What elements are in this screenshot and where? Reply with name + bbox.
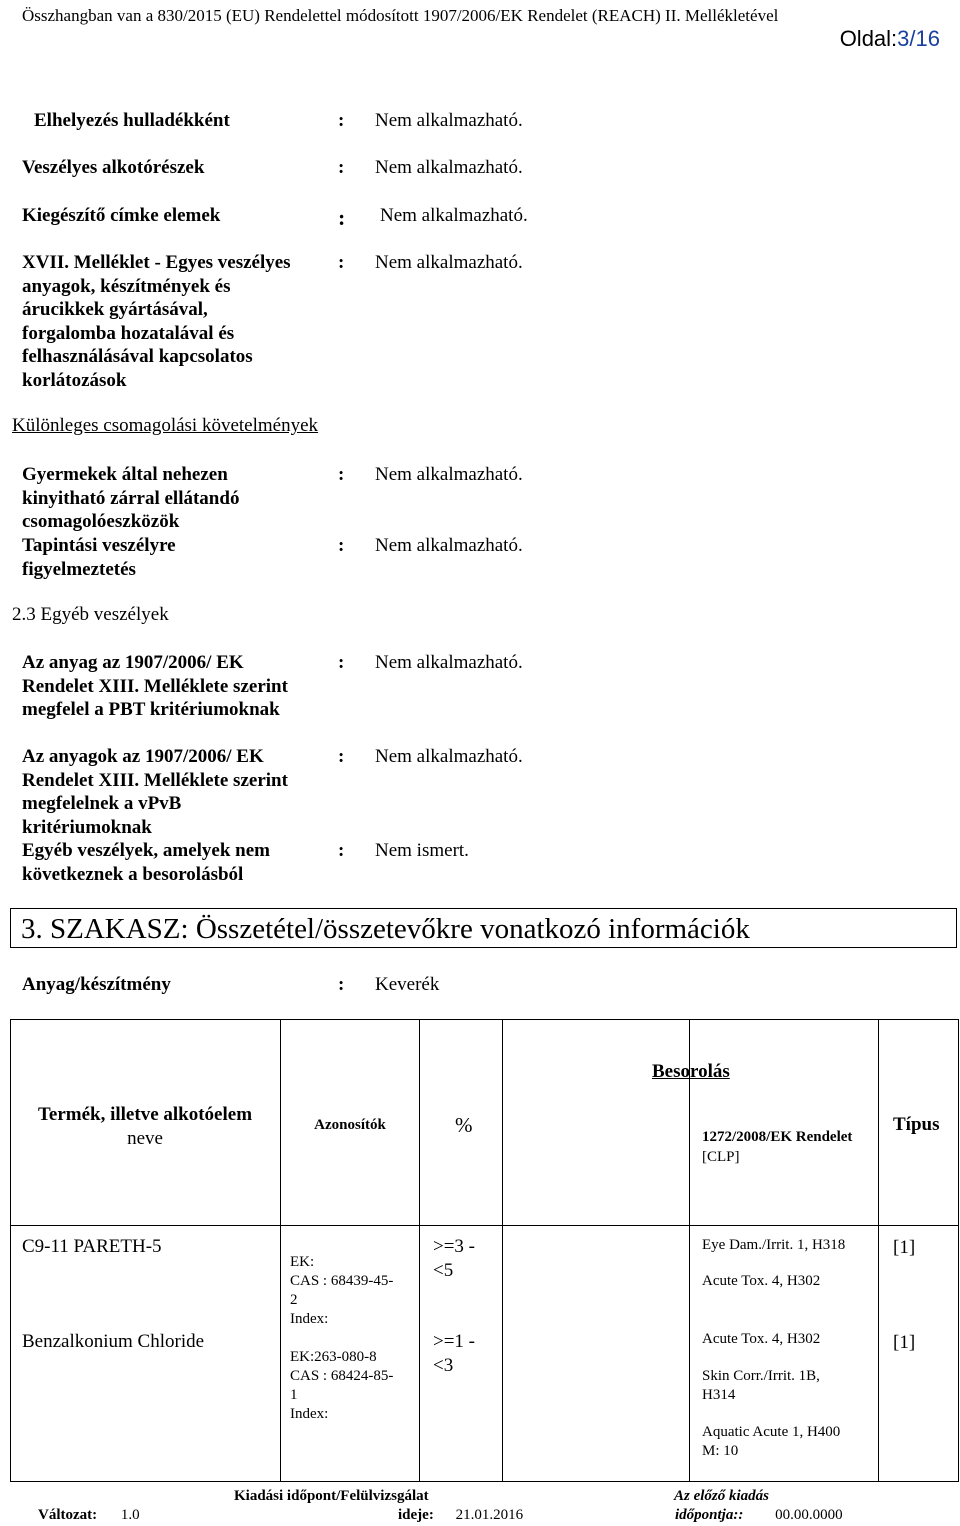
row-1-name: C9-11 PARETH-5 bbox=[22, 1236, 162, 1257]
row-2-classification bbox=[702, 1330, 840, 1461]
colon: : bbox=[338, 157, 345, 178]
vpvb-value: Nem alkalmazható. bbox=[375, 746, 523, 767]
row-1-classification bbox=[702, 1236, 845, 1291]
label-line: figyelmeztetés bbox=[22, 558, 136, 580]
header-line: 1272/2008/EK Rendelet bbox=[702, 1129, 853, 1145]
header-classification: Besorolás bbox=[652, 1061, 730, 1082]
tactile-warning-value: Nem alkalmazható. bbox=[375, 535, 523, 556]
packaging-requirements-title: Különleges csomagolási követelmények bbox=[12, 415, 319, 436]
annex-xvii-label bbox=[22, 251, 291, 392]
footer-issue-label-line-1: Kiadási időpont/Felülvizsgálat bbox=[234, 1488, 429, 1504]
percent-line: >=3 - bbox=[433, 1236, 476, 1257]
class-line: Aquatic Acute 1, H400 bbox=[702, 1424, 841, 1440]
footer-prev-label-line-1: Az előző kiadás bbox=[674, 1488, 770, 1504]
vpvb-label bbox=[22, 745, 288, 839]
prev-value: 00.00.0000 bbox=[775, 1507, 843, 1523]
colon: : bbox=[338, 652, 345, 673]
label-line: kritériumoknak bbox=[22, 816, 152, 838]
label-line: felhasználásával kapcsolatos bbox=[22, 346, 253, 367]
label-line: Egyéb veszélyek, amelyek nem bbox=[22, 840, 271, 861]
id-line: 1 bbox=[290, 1387, 298, 1403]
table-divider bbox=[878, 1019, 879, 1482]
page-number-indicator bbox=[840, 26, 940, 52]
substance-mixture-value: Keverék bbox=[375, 974, 440, 995]
row-2-type: [1] bbox=[893, 1332, 916, 1353]
id-line: Index: bbox=[290, 1311, 329, 1327]
class-line: Acute Tox. 4, H302 bbox=[702, 1331, 821, 1347]
row-1-percent bbox=[433, 1235, 475, 1283]
label-line: következnek a besorolásból bbox=[22, 863, 244, 885]
colon: : bbox=[338, 110, 345, 131]
other-hazards-title: 2.3 Egyéb veszélyek bbox=[12, 604, 169, 625]
row-2-name: Benzalkonium Chloride bbox=[22, 1331, 205, 1352]
header-line: Termék, illetve alkotóelem bbox=[37, 1104, 253, 1125]
disposal-value: Nem alkalmazható. bbox=[375, 110, 523, 131]
label-line: árucikkek gyártásával, bbox=[22, 299, 208, 320]
header-type: Típus bbox=[893, 1114, 940, 1135]
footer-issue-date bbox=[398, 1507, 523, 1524]
percent-line: <3 bbox=[433, 1355, 454, 1376]
row-1-type: [1] bbox=[893, 1237, 916, 1258]
class-line: H314 bbox=[702, 1387, 736, 1403]
table-header-divider bbox=[10, 1225, 959, 1226]
id-line: EK:263-080-8 bbox=[290, 1349, 377, 1365]
label-line: Rendelet XIII. Melléklete szerint bbox=[22, 769, 288, 791]
label-line: Gyermekek által nehezen bbox=[22, 464, 228, 485]
document-header-title: Összhangban van a 830/2015 (EU) Rendelettel módosított 1907/2006/EK Rendelet (REACH) II. Mellékletével bbox=[22, 6, 779, 25]
substance-mixture-label: Anyag/készítmény bbox=[22, 974, 171, 995]
table-divider bbox=[280, 1019, 281, 1482]
disposal-label: Elhelyezés hulladékként bbox=[34, 110, 230, 131]
colon: : bbox=[338, 252, 345, 273]
id-line: CAS : 68424-85- bbox=[290, 1368, 394, 1384]
annex-xvii-value: Nem alkalmazható. bbox=[375, 252, 523, 273]
issue-label: ideje: bbox=[398, 1507, 434, 1523]
label-line: Az anyagok az 1907/2006/ EK bbox=[22, 746, 264, 767]
label-line: megfelel a PBT kritériumoknak bbox=[22, 699, 280, 720]
percent-line: >=1 - bbox=[433, 1331, 476, 1352]
id-line: CAS : 68439-45- bbox=[290, 1273, 394, 1289]
label-line: Tapintási veszélyre bbox=[22, 535, 176, 556]
child-resistant-closure-value: Nem alkalmazható. bbox=[375, 464, 523, 485]
tactile-warning-label bbox=[22, 534, 176, 581]
hazardous-components-label: Veszélyes alkotórészek bbox=[22, 157, 205, 178]
table-divider bbox=[502, 1019, 503, 1482]
section-3-title: 3. SZAKASZ: Összetétel/összetevőkre vonatkozó információk bbox=[10, 908, 957, 948]
prev-label: időpontja:: bbox=[675, 1507, 744, 1523]
header-line: [CLP] bbox=[702, 1149, 740, 1165]
child-resistant-closure-label bbox=[22, 463, 239, 534]
label-line: kinyitható zárral ellátandó bbox=[22, 487, 240, 509]
header-identifiers: Azonosítók bbox=[314, 1117, 386, 1133]
label-line: korlátozások bbox=[22, 369, 127, 391]
row-1-identifiers bbox=[290, 1253, 393, 1329]
pbt-value: Nem alkalmazható. bbox=[375, 652, 523, 673]
header-percent: % bbox=[455, 1113, 473, 1137]
row-2-identifiers bbox=[290, 1348, 393, 1424]
id-line: Index: bbox=[290, 1406, 329, 1422]
page-number: 3/16 bbox=[897, 26, 940, 51]
header-clp-regulation bbox=[702, 1127, 852, 1167]
class-line: Skin Corr./Irrit. 1B, bbox=[702, 1368, 820, 1384]
header-product-name bbox=[12, 1103, 278, 1151]
label-line: megfelelnek a vPvB bbox=[22, 793, 182, 814]
supplementary-label-elements-value: Nem alkalmazható. bbox=[380, 205, 528, 226]
label-line: forgalomba hozatalával és bbox=[22, 322, 235, 344]
version-value: 1.0 bbox=[120, 1507, 140, 1523]
id-line: 2 bbox=[290, 1292, 298, 1308]
other-hazards-not-classified-value: Nem ismert. bbox=[375, 840, 469, 861]
table-divider bbox=[419, 1019, 420, 1482]
other-hazards-not-classified-label bbox=[22, 839, 270, 886]
footer-version bbox=[38, 1507, 140, 1524]
id-line: EK: bbox=[290, 1254, 315, 1270]
colon: : bbox=[338, 974, 345, 995]
label-line: Az anyag az 1907/2006/ EK bbox=[22, 652, 244, 673]
colon: : bbox=[338, 464, 345, 485]
supplementary-label-elements-label: Kiegészítő címke elemek bbox=[22, 205, 221, 226]
class-line: Acute Tox. 4, H302 bbox=[702, 1273, 821, 1289]
label-line: anyagok, készítmények és bbox=[22, 275, 231, 297]
pbt-label bbox=[22, 651, 288, 722]
colon: : bbox=[338, 840, 345, 861]
footer-prev-date bbox=[675, 1507, 843, 1524]
row-2-percent bbox=[433, 1330, 475, 1378]
label-line: Rendelet XIII. Melléklete szerint bbox=[22, 675, 288, 697]
colon: : bbox=[338, 746, 345, 767]
label-line: XVII. Melléklet - Egyes veszélyes bbox=[22, 252, 291, 273]
hazardous-components-value: Nem alkalmazható. bbox=[375, 157, 523, 178]
colon: : bbox=[338, 205, 346, 230]
colon: : bbox=[338, 535, 345, 556]
class-line: M: 10 bbox=[702, 1443, 739, 1459]
page-label: Oldal: bbox=[839, 26, 898, 51]
table-divider bbox=[689, 1019, 690, 1482]
label-line: csomagolóeszközök bbox=[22, 511, 180, 532]
issue-value: 21.01.2016 bbox=[455, 1507, 524, 1523]
percent-line: <5 bbox=[433, 1260, 454, 1281]
class-line: Eye Dam./Irrit. 1, H318 bbox=[702, 1237, 846, 1253]
header-line: neve bbox=[127, 1128, 163, 1149]
version-label: Változat: bbox=[38, 1507, 98, 1523]
